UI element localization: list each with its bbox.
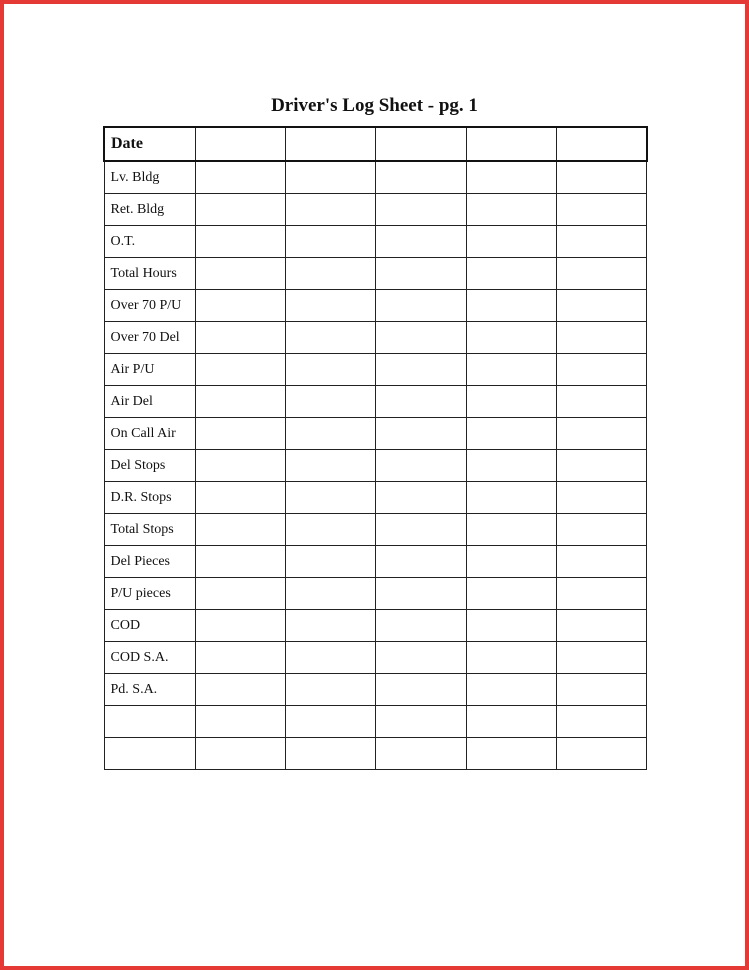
driver-log-table bbox=[103, 126, 648, 770]
entry-cell[interactable] bbox=[557, 642, 647, 674]
entry-cell[interactable] bbox=[285, 386, 375, 418]
entry-cell[interactable] bbox=[466, 354, 556, 386]
entry-cell[interactable] bbox=[285, 674, 375, 706]
entry-cell[interactable] bbox=[195, 386, 285, 418]
entry-cell[interactable] bbox=[557, 386, 647, 418]
date-cell[interactable] bbox=[195, 127, 285, 161]
entry-cell[interactable] bbox=[466, 418, 556, 450]
row-label: COD S.A. bbox=[104, 642, 195, 674]
row-label: Lv. Bldg bbox=[104, 161, 195, 194]
entry-cell[interactable] bbox=[557, 610, 647, 642]
entry-cell[interactable] bbox=[376, 418, 466, 450]
table-row bbox=[104, 258, 647, 290]
entry-cell[interactable] bbox=[557, 514, 647, 546]
entry-cell[interactable] bbox=[195, 674, 285, 706]
table-row bbox=[104, 226, 647, 258]
entry-cell[interactable] bbox=[195, 706, 285, 738]
entry-cell[interactable] bbox=[466, 482, 556, 514]
entry-cell[interactable] bbox=[466, 290, 556, 322]
entry-cell[interactable] bbox=[557, 161, 647, 194]
entry-cell[interactable] bbox=[195, 226, 285, 258]
entry-cell[interactable] bbox=[466, 226, 556, 258]
entry-cell[interactable] bbox=[195, 578, 285, 610]
entry-cell[interactable] bbox=[285, 450, 375, 482]
entry-cell[interactable] bbox=[195, 194, 285, 226]
entry-cell[interactable] bbox=[285, 546, 375, 578]
entry-cell[interactable] bbox=[285, 578, 375, 610]
row-label: Total Hours bbox=[104, 258, 195, 290]
entry-cell[interactable] bbox=[376, 161, 466, 194]
entry-cell[interactable] bbox=[466, 258, 556, 290]
table-row bbox=[104, 450, 647, 482]
entry-cell[interactable] bbox=[376, 258, 466, 290]
row-label: D.R. Stops bbox=[104, 482, 195, 514]
entry-cell[interactable] bbox=[466, 161, 556, 194]
entry-cell[interactable] bbox=[466, 578, 556, 610]
entry-cell[interactable] bbox=[376, 546, 466, 578]
entry-cell[interactable] bbox=[195, 738, 285, 770]
entry-cell[interactable] bbox=[376, 322, 466, 354]
entry-cell[interactable] bbox=[557, 290, 647, 322]
entry-cell[interactable] bbox=[557, 194, 647, 226]
entry-cell[interactable] bbox=[285, 226, 375, 258]
entry-cell[interactable] bbox=[285, 482, 375, 514]
table-row bbox=[104, 354, 647, 386]
entry-cell[interactable] bbox=[195, 290, 285, 322]
entry-cell[interactable] bbox=[376, 194, 466, 226]
row-label: Ret. Bldg bbox=[104, 194, 195, 226]
entry-cell[interactable] bbox=[466, 738, 556, 770]
entry-cell[interactable] bbox=[466, 386, 556, 418]
entry-cell[interactable] bbox=[557, 578, 647, 610]
date-cell[interactable] bbox=[466, 127, 556, 161]
entry-cell[interactable] bbox=[195, 450, 285, 482]
row-label: Del Pieces bbox=[104, 546, 195, 578]
entry-cell[interactable] bbox=[285, 354, 375, 386]
entry-cell[interactable] bbox=[195, 161, 285, 194]
entry-cell[interactable] bbox=[376, 354, 466, 386]
table-row bbox=[104, 290, 647, 322]
entry-cell[interactable] bbox=[376, 450, 466, 482]
entry-cell[interactable] bbox=[376, 386, 466, 418]
date-cell[interactable] bbox=[376, 127, 466, 161]
row-label: Total Stops bbox=[104, 514, 195, 546]
table-row bbox=[104, 546, 647, 578]
row-label: Pd. S.A. bbox=[104, 674, 195, 706]
entry-cell[interactable] bbox=[195, 354, 285, 386]
entry-cell[interactable] bbox=[557, 226, 647, 258]
entry-cell[interactable] bbox=[285, 514, 375, 546]
entry-cell[interactable] bbox=[285, 642, 375, 674]
table-row bbox=[104, 386, 647, 418]
entry-cell[interactable] bbox=[376, 610, 466, 642]
entry-cell[interactable] bbox=[376, 706, 466, 738]
entry-cell[interactable] bbox=[195, 514, 285, 546]
table-row bbox=[104, 161, 647, 194]
table-row bbox=[104, 706, 647, 738]
row-label bbox=[104, 706, 195, 738]
entry-cell[interactable] bbox=[285, 738, 375, 770]
entry-cell[interactable] bbox=[195, 482, 285, 514]
row-label: Air P/U bbox=[104, 354, 195, 386]
entry-cell[interactable] bbox=[557, 258, 647, 290]
entry-cell[interactable] bbox=[466, 674, 556, 706]
entry-cell[interactable] bbox=[376, 738, 466, 770]
entry-cell[interactable] bbox=[557, 546, 647, 578]
entry-cell[interactable] bbox=[557, 354, 647, 386]
row-label: P/U pieces bbox=[104, 578, 195, 610]
table-row bbox=[104, 418, 647, 450]
entry-cell[interactable] bbox=[195, 258, 285, 290]
entry-cell[interactable] bbox=[195, 642, 285, 674]
table-row bbox=[104, 322, 647, 354]
entry-cell[interactable] bbox=[557, 322, 647, 354]
entry-cell[interactable] bbox=[285, 418, 375, 450]
entry-cell[interactable] bbox=[557, 418, 647, 450]
row-label bbox=[104, 738, 195, 770]
date-header-label: Date bbox=[104, 127, 195, 161]
date-cell[interactable] bbox=[557, 127, 647, 161]
entry-cell[interactable] bbox=[466, 450, 556, 482]
entry-cell[interactable] bbox=[285, 290, 375, 322]
row-label: Over 70 Del bbox=[104, 322, 195, 354]
entry-cell[interactable] bbox=[376, 578, 466, 610]
row-label: Air Del bbox=[104, 386, 195, 418]
table-row bbox=[104, 194, 647, 226]
entry-cell[interactable] bbox=[466, 194, 556, 226]
entry-cell[interactable] bbox=[376, 482, 466, 514]
entry-cell[interactable] bbox=[376, 226, 466, 258]
entry-cell[interactable] bbox=[285, 322, 375, 354]
entry-cell[interactable] bbox=[466, 322, 556, 354]
entry-cell[interactable] bbox=[466, 546, 556, 578]
table-row bbox=[104, 610, 647, 642]
entry-cell[interactable] bbox=[195, 418, 285, 450]
entry-cell[interactable] bbox=[376, 290, 466, 322]
row-label: On Call Air bbox=[104, 418, 195, 450]
entry-cell[interactable] bbox=[285, 161, 375, 194]
entry-cell[interactable] bbox=[557, 738, 647, 770]
entry-cell[interactable] bbox=[376, 514, 466, 546]
entry-cell[interactable] bbox=[285, 258, 375, 290]
entry-cell[interactable] bbox=[195, 546, 285, 578]
sheet-title: Driver's Log Sheet - pg. 1 bbox=[271, 95, 478, 116]
table-row bbox=[104, 738, 647, 770]
entry-cell[interactable] bbox=[466, 610, 556, 642]
entry-cell[interactable] bbox=[376, 674, 466, 706]
entry-cell[interactable] bbox=[466, 706, 556, 738]
entry-cell[interactable] bbox=[557, 706, 647, 738]
entry-cell[interactable] bbox=[376, 642, 466, 674]
row-label: Over 70 P/U bbox=[104, 290, 195, 322]
entry-cell[interactable] bbox=[557, 482, 647, 514]
table-row bbox=[104, 674, 647, 706]
entry-cell[interactable] bbox=[466, 514, 556, 546]
entry-cell[interactable] bbox=[285, 706, 375, 738]
entry-cell[interactable] bbox=[195, 322, 285, 354]
header-row bbox=[104, 127, 647, 161]
table-row bbox=[104, 578, 647, 610]
row-label: O.T. bbox=[104, 226, 195, 258]
table-row bbox=[104, 514, 647, 546]
table-row bbox=[104, 482, 647, 514]
row-label: Del Stops bbox=[104, 450, 195, 482]
row-label: COD bbox=[104, 610, 195, 642]
entry-cell[interactable] bbox=[285, 610, 375, 642]
date-cell[interactable] bbox=[285, 127, 375, 161]
entry-cell[interactable] bbox=[285, 194, 375, 226]
entry-cell[interactable] bbox=[466, 642, 556, 674]
entry-cell[interactable] bbox=[195, 610, 285, 642]
entry-cell[interactable] bbox=[557, 450, 647, 482]
table-row bbox=[104, 642, 647, 674]
entry-cell[interactable] bbox=[557, 674, 647, 706]
